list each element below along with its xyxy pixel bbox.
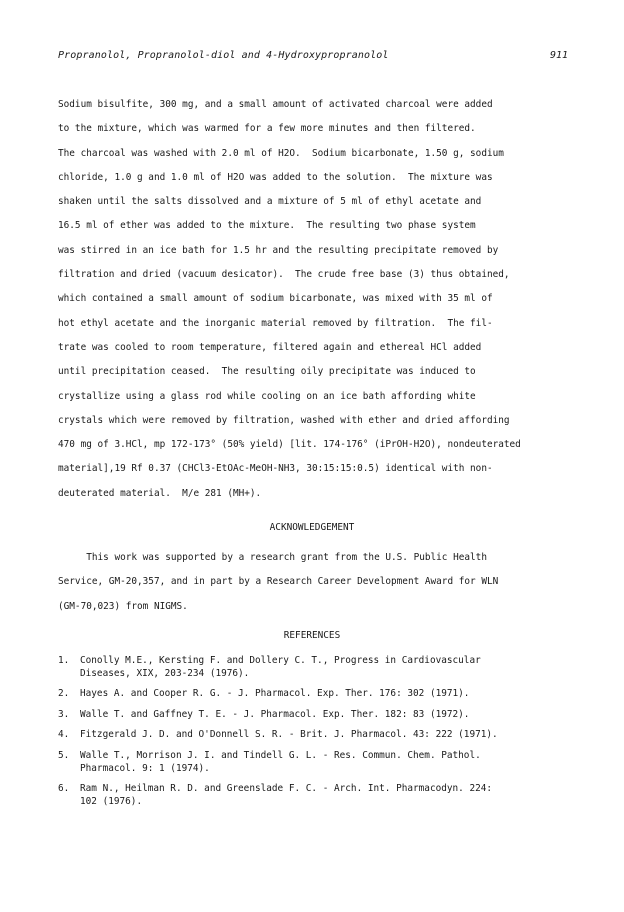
reference-item <box>58 655 568 680</box>
reference-number: 2. <box>58 688 70 700</box>
reference-list <box>58 655 568 816</box>
acknowledgement-line: This work was supported by a research grant from the U.S. Public Health <box>58 552 487 563</box>
reference-item <box>58 709 568 722</box>
body-line: was stirred in an ice bath for 1.5 hr and the resulting precipitate removed by <box>58 244 499 256</box>
body-paragraph <box>58 93 568 506</box>
page-number: 911 <box>549 50 568 61</box>
body-line: chloride, 1.0 g and 1.0 ml of H2O was added to the solution. The mixture was <box>58 171 493 183</box>
acknowledgement-heading: ACKNOWLEDGEMENT <box>269 522 355 533</box>
body-line: 16.5 ml of ether was added to the mixture. The resulting two phase system <box>58 220 476 232</box>
acknowledgement-line: (GM-70,023) from NIGMS. <box>58 600 188 612</box>
body-line: deuterated material. M/e 281 (MH+). <box>58 487 262 499</box>
reference-item <box>58 750 568 775</box>
reference-number: 5. <box>58 749 70 761</box>
body-line: Sodium bisulfite, 300 mg, and a small amount of activated charcoal were added <box>58 99 493 110</box>
reference-text: Walle T., Morrison J. I. and Tindell G. L. - Res. Commun. Chem. Pathol. Pharmacol. 9: 1 (1974). <box>80 749 481 774</box>
reference-text: Fitzgerald J. D. and O'Donnell S. R. - Brit. J. Pharmacol. 43: 222 (1971). <box>80 729 498 741</box>
body-line: which contained a small amount of sodium bicarbonate, was mixed with 35 ml of <box>58 293 493 305</box>
body-line: shaken until the salts dissolved and a mixture of 5 ml of ethyl acetate and <box>58 196 482 208</box>
reference-item <box>58 783 568 808</box>
references-heading: REFERENCES <box>283 630 341 641</box>
body-line: crystallize using a glass rod while cooling on an ice bath affording white <box>58 390 476 402</box>
reference-number: 6. <box>58 783 70 795</box>
acknowledgement-paragraph <box>58 546 568 619</box>
reference-number: 1. <box>58 655 70 666</box>
body-line: 470 mg of 3.HCl, mp 172-173° (50% yield) [lit. 174-176° (iPrOH-H2O), nondeuterated <box>58 439 521 451</box>
body-line: trate was cooled to room temperature, filtered again and ethereal HCl added <box>58 341 482 353</box>
reference-number: 4. <box>58 729 70 741</box>
reference-item <box>58 688 568 701</box>
body-line: to the mixture, which was warmed for a few more minutes and then filtered. <box>58 123 476 135</box>
reference-text: Conolly M.E., Kersting F. and Dollery C. T., Progress in Cardiovascular Diseases, XIX, 203-234 (1976). <box>80 655 481 679</box>
reference-text: Ram N., Heilman R. D. and Greenslade F. C. - Arch. Int. Pharmacodyn. 224: 102 (1976). <box>80 783 493 807</box>
acknowledgement-line: Service, GM-20,357, and in part by a Research Career Development Award for WLN <box>58 576 499 588</box>
running-header <box>58 50 568 66</box>
running-title: Propranolol, Propranolol-diol and 4-Hydroxypropranolol <box>58 50 389 61</box>
body-line: hot ethyl acetate and the inorganic material removed by filtration. The fil- <box>58 317 493 329</box>
body-line: filtration and dried (vacuum desicator). The crude free base (3) thus obtained, <box>58 269 510 281</box>
reference-text: Walle T. and Gaffney T. E. - J. Pharmacol. Exp. Ther. 182: 83 (1972). <box>80 708 470 720</box>
body-line: material],19 Rf 0.37 (CHCl3-EtOAc-MeOH-NH3, 30:15:15:0.5) identical with non- <box>58 463 493 475</box>
reference-item <box>58 729 568 742</box>
body-line: The charcoal was washed with 2.0 ml of H2O. Sodium bicarbonate, 1.50 g, sodium <box>58 147 504 159</box>
reference-text: Hayes A. and Cooper R. G. - J. Pharmacol. Exp. Ther. 176: 302 (1971). <box>80 688 470 700</box>
reference-number: 3. <box>58 708 70 720</box>
body-line: until precipitation ceased. The resulting oily precipitate was induced to <box>58 366 476 378</box>
body-line: crystals which were removed by filtration, washed with ether and dried affording <box>58 414 510 426</box>
